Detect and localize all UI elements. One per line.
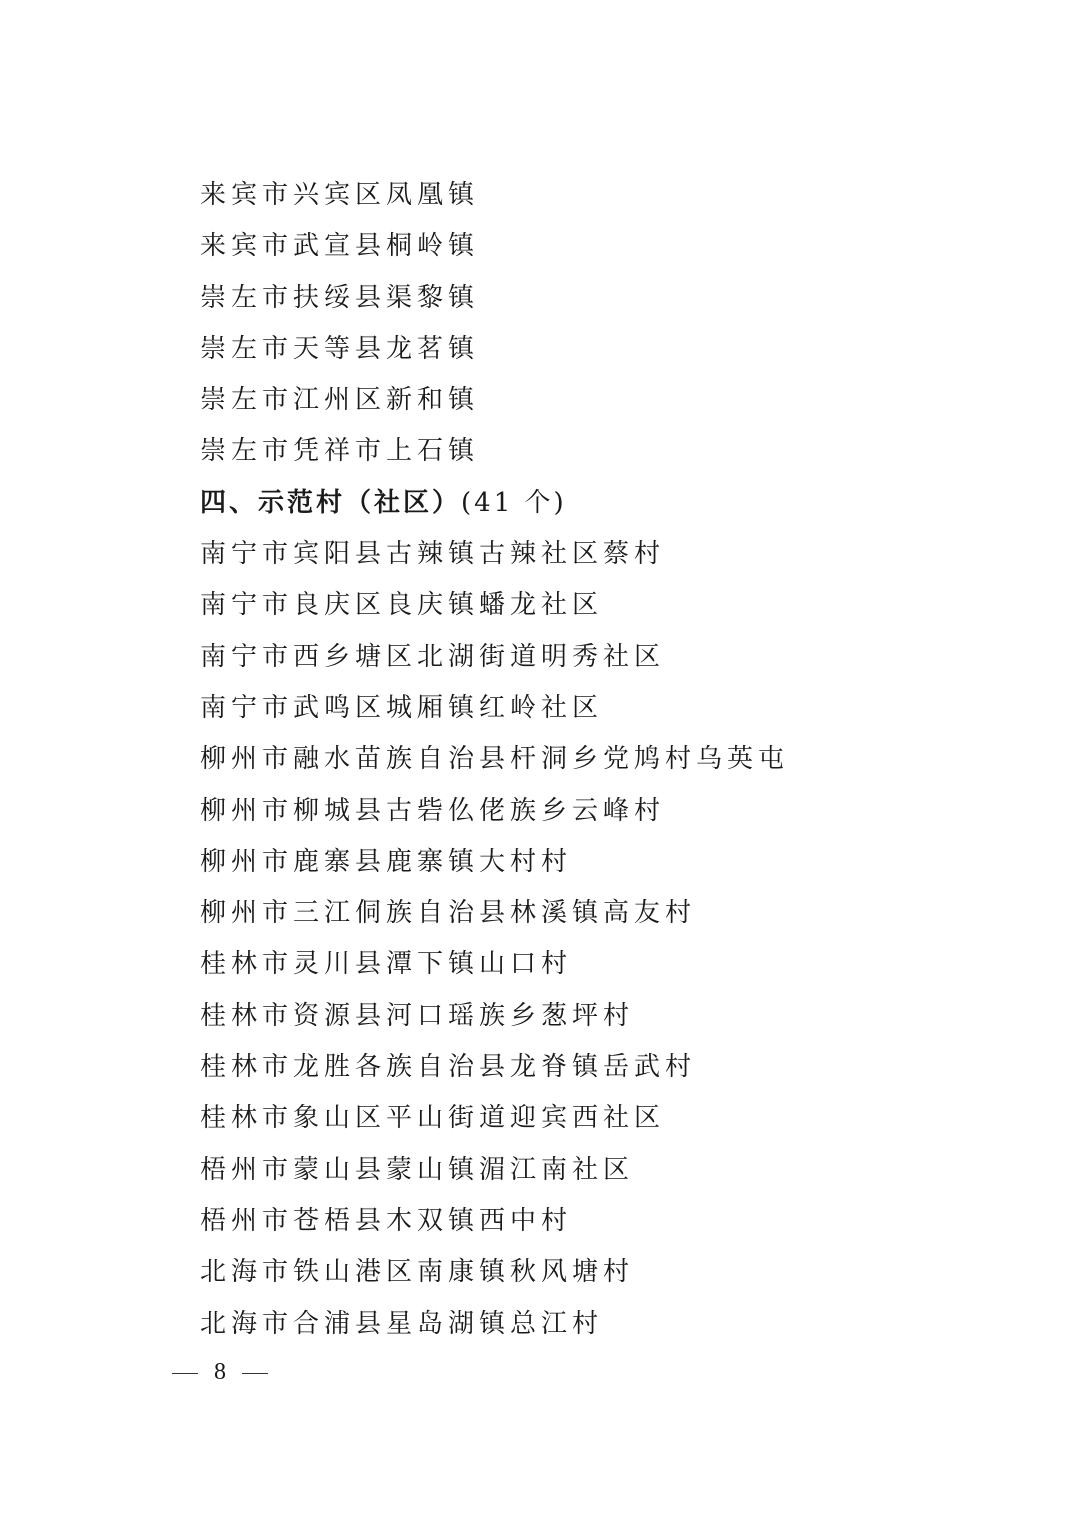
page-number: 8	[214, 1359, 226, 1385]
list-item: 南宁市武鸣区城厢镇红岭社区	[200, 692, 604, 723]
list-item: 南宁市良庆区良庆镇蟠龙社区	[200, 590, 604, 621]
section-heading	[200, 478, 1020, 529]
list-item: 梧州市苍梧县木双镇西中村	[200, 1205, 573, 1236]
list-item: 来宾市武宣县桐岭镇	[200, 231, 480, 262]
list-item: 北海市合浦县星岛湖镇总江村	[200, 1308, 604, 1339]
section-count: (41 个)	[461, 487, 567, 518]
list-item: 桂林市象山区平山街道迎宾西社区	[200, 1103, 666, 1134]
page-footer	[172, 1356, 268, 1388]
list-item: 桂林市资源县河口瑶族乡葱坪村	[200, 1000, 635, 1031]
list-item: 北海市铁山港区南康镇秋风塘村	[200, 1257, 635, 1288]
list-item: 来宾市兴宾区凤凰镇	[200, 180, 480, 210]
list-item: 柳州市柳城县古砦仫佬族乡云峰村	[200, 795, 666, 826]
list-item: 崇左市凭祥市上石镇	[200, 436, 480, 467]
list-item: 柳州市融水苗族自治县杆洞乡党鸠村乌英屯	[200, 744, 790, 775]
list-item: 柳州市三江侗族自治县林溪镇高友村	[200, 898, 697, 929]
list-item: 崇左市江州区新和镇	[200, 385, 480, 416]
section-heading-text: 四、示范村（社区）	[200, 487, 462, 518]
footer-dash-left	[172, 1373, 198, 1374]
list-item: 梧州市蒙山县蒙山镇湄江南社区	[200, 1154, 635, 1185]
list-item: 桂林市灵川县潭下镇山口村	[200, 949, 573, 980]
list-item: 崇左市扶绥县渠黎镇	[200, 282, 480, 313]
list-item: 南宁市宾阳县古辣镇古辣社区蔡村	[200, 539, 666, 570]
footer-dash-right	[242, 1373, 268, 1374]
list-item: 崇左市天等县龙茗镇	[200, 333, 480, 364]
list-item: 桂林市龙胜各族自治县龙脊镇岳武村	[200, 1052, 697, 1083]
list-item: 柳州市鹿寨县鹿寨镇大村村	[200, 846, 573, 877]
list-item: 南宁市西乡塘区北湖街道明秀社区	[200, 641, 666, 672]
list-content	[200, 170, 1020, 1350]
